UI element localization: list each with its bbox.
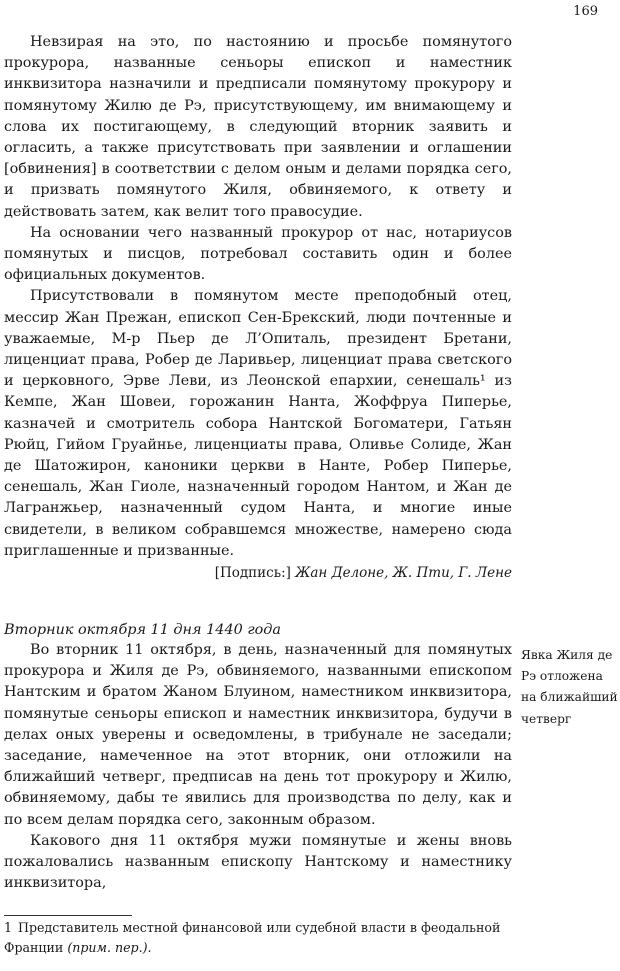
- footnote-mark: 1: [4, 920, 13, 935]
- margin-note: Явка Жиля де Рэ отложена на ближайший четверг: [521, 648, 618, 726]
- paragraph: Какового дня 11 октября мужи помянутые и жены вновь пожаловались названным епископу Нантскому и наместнику инквизитора,: [4, 832, 512, 892]
- paragraph: Присутствовали в помянутом месте преподобный отец, мессир Жан Прежан, епископ Сен-Брекский, люди почтенные и уважаемые, М-р Пьер де Л’Опиталь, президент Бретани, лиценциат права, Робер де Ларивьер, лиценциат права светского и церковного, Эрве Леви, из Леонской епархии, сенешаль¹ из Кемпе, Жан Шовеи, горожанин Нанта, Жоффруа Пиперье, казначей и смотритель собора Нантской Богоматери, Гатьян Рюйц, Гийом Груайнье, лиценциаты права, Оливье Солиде, Жан де Шатожирон, каноники церкви в Нанте, Робер Пиперье, сенешаль, Жан Гиоле, назначенный городом Нантом, и Жан де Лагранжьер, назначенный судом Нанта, и многие иные свидетели, в великом собравшемся множестве, намерено сюда приглашенные и призванные.: [4, 288, 512, 559]
- paragraph: Невзирая на это, по настоянию и просьбе помянутого прокурора, названные сеньоры епископ и наместник инквизитора назначили и предписали помянутому прокурору и помянутому Жилю де Рэ, присутствующему, им внимающему и слова их постигающему, в следующий вторник заявить и огласить, а также присутствовать при заявлении и оглашении [обвинения] в соответствии с делом оным и делами порядка сего, и призвать помянутого Жиля, обвиняемого, к ответу и действовать затем, как велит того правосудие.: [4, 34, 512, 220]
- footnote-translator-note: (прим. пер.).: [67, 940, 152, 955]
- main-text-top: [4, 32, 512, 584]
- footnote-divider: [4, 915, 132, 916]
- section-heading: Вторник октября 11 дня 1440 года: [4, 622, 281, 638]
- signature-prefix: [Подпись:]: [214, 565, 291, 582]
- paragraph: Во вторник 11 октября, в день, назначенный для помянутых прокурора и Жиля де Рэ, обвиняемого, названными епископом Нантским и братом Жаном Блуином, наместником инквизитора, помянутые сеньоры епископ и наместник инквизитора, будучи в делах оных уверены и осведомлены, в трибунале не заседали; заседание, намеченное на этот вторник, они отложили на ближайший четверг, предписав на день тот прокурору и Жилю, обвиняемому, дабы те явились для производства по делу, как и по всем делам порядка сего, законным образом.: [4, 642, 512, 828]
- signature-line: [4, 563, 512, 584]
- signature-names: Жан Делоне, Ж. Пти, Г. Лене: [295, 565, 512, 582]
- main-text-bottom: [4, 640, 512, 894]
- footnote: [4, 918, 512, 958]
- page-number: 169: [573, 4, 598, 19]
- footnote-text: Представитель местной финансовой или судебной власти в феодальной Франции: [4, 920, 501, 955]
- paragraph: На основании чего названный прокурор от нас, нотариусов помянутых и писцов, потребовал составить один и более официальных документов.: [4, 224, 512, 284]
